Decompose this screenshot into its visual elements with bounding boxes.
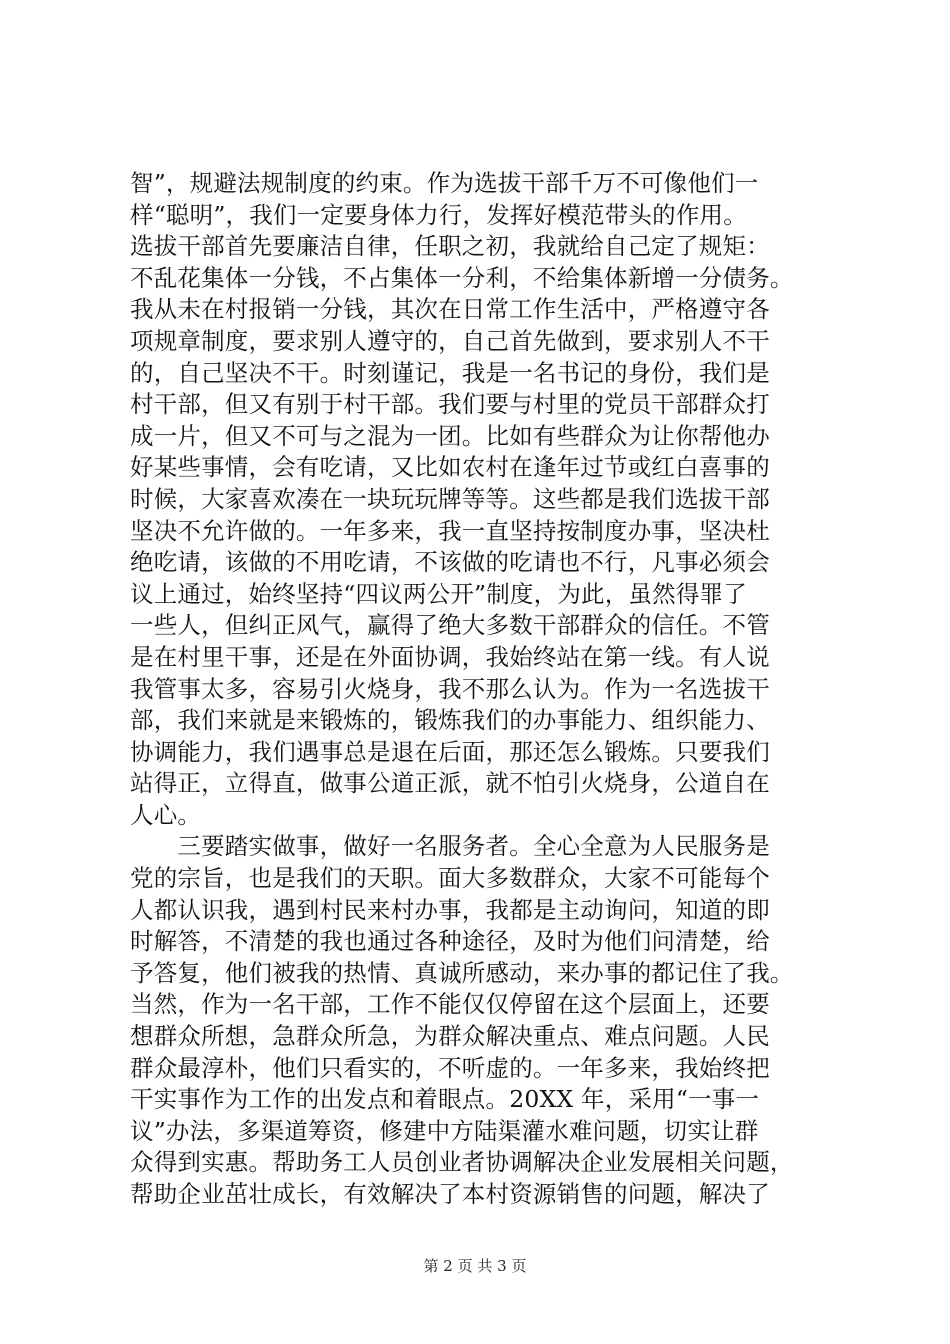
text-line: 协调能力，我们遇事总是退在后面，那还怎么锻炼。只要我们 xyxy=(130,737,770,766)
text-line: 众得到实惠。帮助务工人员创业者协调解决企业发展相关问题， xyxy=(130,1148,794,1177)
text-line: 时解答，不清楚的我也通过各种途径，及时为他们问清楚，给 xyxy=(130,927,770,956)
text-line: 智”，规避法规制度的约束。作为选拔干部千万不可像他们一 xyxy=(130,169,759,197)
text-line: 选拔干部首先要廉洁自律，任职之初，我就给自己定了规矩： xyxy=(130,232,770,261)
text-line: 人心。 xyxy=(130,800,202,829)
text-line: 干实事作为工作的出发点和着眼点。20XX 年，采用“一事一 xyxy=(130,1085,760,1114)
text-line: 样“聪明”，我们一定要身体力行，发挥好模范带头的作用。 xyxy=(130,200,747,229)
text-line: 三要踏实做事，做好一名服务者。全心全意为人民服务是 xyxy=(130,832,770,861)
text-line: 不乱花集体一分钱，不占集体一分利，不给集体新增一分债务。 xyxy=(130,263,794,292)
text-line: 坚决不允许做的。一年多来，我一直坚持按制度办事，坚决杜 xyxy=(130,516,770,545)
text-line: 议上通过，始终坚持“四议两公开”制度，为此，虽然得罪了 xyxy=(130,579,747,608)
text-line: 村干部，但又有别于村干部。我们要与村里的党员干部群众打 xyxy=(130,390,770,419)
text-line: 当然，作为一名干部，工作不能仅仅停留在这个层面上，还要 xyxy=(130,990,770,1019)
text-line: 想群众所想，急群众所急，为群众解决重点、难点问题。人民 xyxy=(130,1022,770,1051)
text-line: 成一片，但又不可与之混为一团。比如有些群众为让你帮他办 xyxy=(130,421,770,450)
body-text xyxy=(130,168,850,1211)
text-line: 予答复，他们被我的热情、真诚所感动，来办事的都记住了我。 xyxy=(130,958,794,987)
page-number-label: 第 2 页 共 3 页 xyxy=(423,1257,527,1275)
text-line: 部，我们来就是来锻炼的，锻炼我们的办事能力、组织能力、 xyxy=(130,706,770,735)
text-line: 绝吃请，该做的不用吃请，不该做的吃请也不行，凡事必须会 xyxy=(130,548,770,577)
text-line: 议”办法，多渠道筹资，修建中方陆渠灌水难问题，切实让群 xyxy=(130,1116,759,1145)
text-line: 群众最淳朴，他们只看实的，不听虚的。一年多来，我始终把 xyxy=(130,1053,770,1082)
text-line: 我从未在村报销一分钱，其次在日常工作生活中，严格遵守各 xyxy=(130,295,770,324)
text-line: 好某些事情，会有吃请，又比如农村在逢年过节或红白喜事的 xyxy=(130,453,770,482)
page-footer xyxy=(0,1256,950,1276)
text-line: 我管事太多，容易引火烧身，我不那么认为。作为一名选拔干 xyxy=(130,674,770,703)
text-line: 一些人，但纠正风气，赢得了绝大多数干部群众的信任。不管 xyxy=(130,611,770,640)
text-line: 帮助企业茁壮成长，有效解决了本村资源销售的问题，解决了 xyxy=(130,1180,770,1208)
text-line: 站得正，立得直，做事公道正派，就不怕引火烧身，公道自在 xyxy=(130,769,770,798)
text-line: 是在村里干事，还是在外面协调，我始终站在第一线。有人说 xyxy=(130,642,770,671)
text-line: 项规章制度，要求别人遵守的，自己首先做到，要求别人不干 xyxy=(130,326,770,355)
text-line: 人都认识我，遇到村民来村办事，我都是主动询问，知道的即 xyxy=(130,895,770,924)
text-line: 党的宗旨，也是我们的天职。面大多数群众，大家不可能每个 xyxy=(130,864,770,893)
text-line: 的，自己坚决不干。时刻谨记，我是一名书记的身份，我们是 xyxy=(130,358,770,387)
text-line: 时候，大家喜欢凑在一块玩玩牌等等。这些都是我们选拔干部 xyxy=(130,484,770,513)
